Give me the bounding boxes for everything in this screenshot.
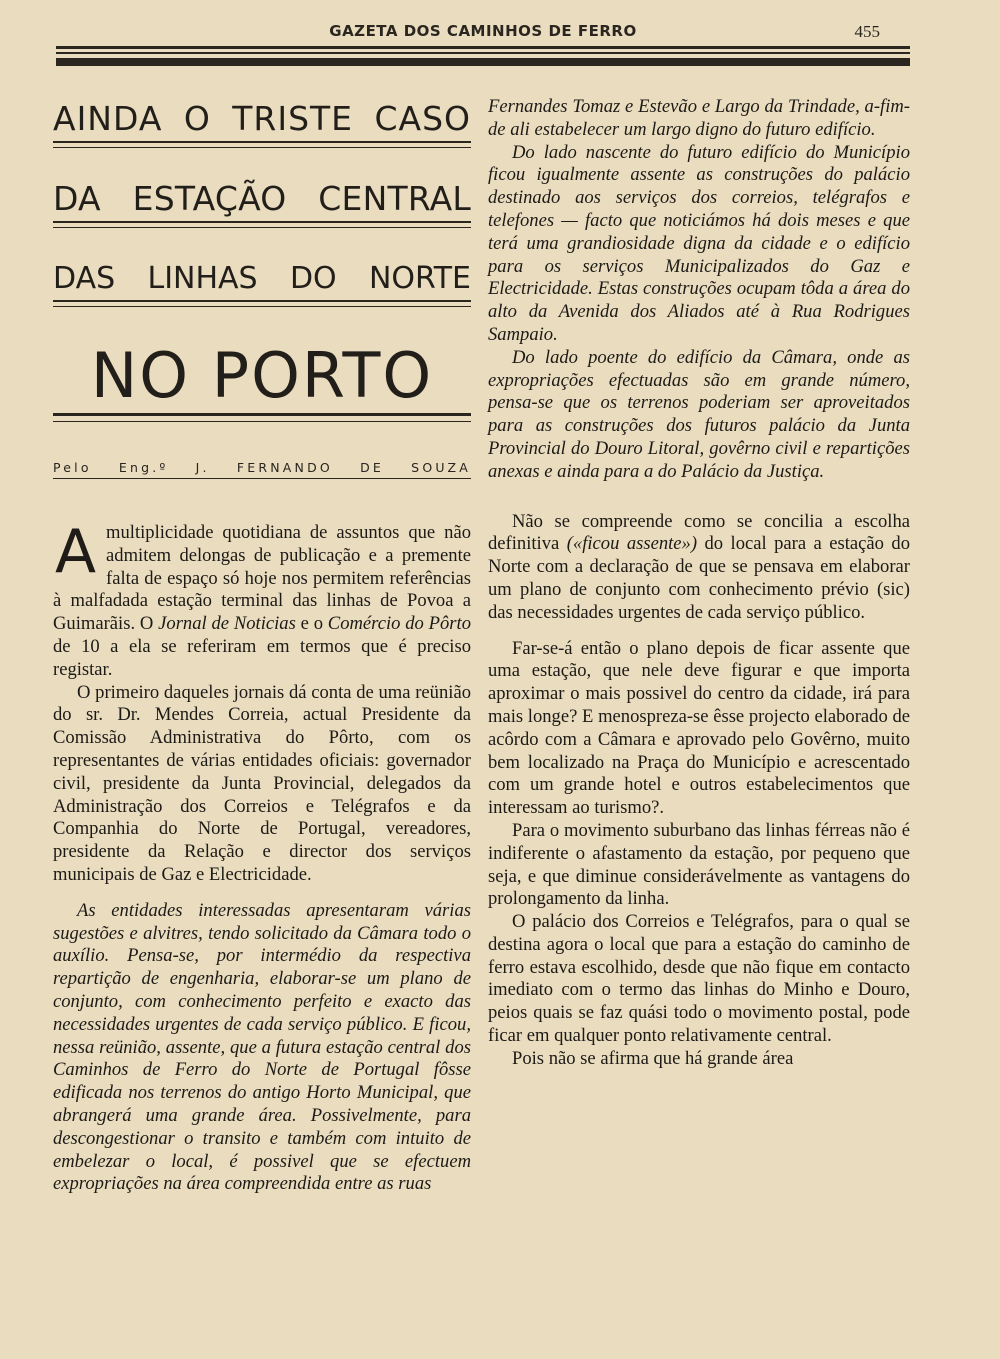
paragraph-r4-start: Não se compreende como se concilia a escolha definitiva (488, 510, 910, 555)
headline-line-1: AINDA O TRISTE CASO (53, 99, 471, 138)
headline-line-3: DAS LINHAS DO NORTE (53, 261, 471, 296)
right-column (488, 96, 910, 1071)
paragraph-r5: Far-se-á então o plano depois de ficar assente que uma estação, que nele deve figurar e que importa aproximar o mais possivel do centro da cidade, irá para mais longe? E menospreza-se êsse projecto elaborado de acôrdo com a Câmara e aprovado pelo Govêrno, muito bem localizado na Praça do Município e acrescentado com um grande hotel e outros estabelecimentos que interessam ao turismo?. (488, 637, 910, 819)
quoted-phrase: («ficou assente») (566, 533, 698, 555)
paragraph-r4 (488, 511, 910, 625)
drop-cap: A (55, 517, 97, 587)
left-body (53, 517, 471, 1196)
paragraph-1 (53, 517, 471, 682)
paragraph-r7: O palácio dos Correios e Telégrafos, para o qual se destina agora o local que para a estação do caminho de ferro estava escolhido, desde que não fique em contacto imediato com o termo das linhas do Minho e Douro, peios quais se faz quási todo o movimento postal, pode ficar em qualquer ponto relativamente central. (488, 911, 910, 1047)
paragraph-r3: Do lado poente do edifício da Câmara, onde as expropriações efectuadas são em grande número, pensa-se que os terrenos poderiam ser aproveitados para as construções dos futuros palácio da Junta Provincial do Douro Litoral, govêrno civil e repartições anexas e ainda para a do Palácio da Justiça. (488, 346, 910, 482)
header-rule (56, 58, 910, 66)
header-rule (56, 46, 910, 49)
headline-rule (53, 221, 471, 228)
page-header (56, 18, 910, 70)
journal-title: GAZETA DOS CAMINHOS DE FERRO (329, 22, 637, 40)
paragraph-3: As entidades interessadas apresentaram várias sugestões e alvitres, tendo solicitado da Câmara todo o auxílio. Pensa-se, por intermédio da respectiva repartição de engenharia, elaborar-se um plano de conjunto, com conhecimento perfeito e exacto das necessidades urgentes de cada serviço público. E ficou, nessa reünião, assente, que a futura estação central dos Caminhos de Ferro do Norte de Portugal fôsse edificada nos terrenos do antigo Horto Municipal, que abrangerá uma grande área. Possivelmente, para descongestionar o transito e também com intuito de embelezar o local, é possivel que se efectuem expropriações na área compreendida entre as ruas (53, 899, 471, 1195)
right-body (488, 96, 910, 1071)
byline: Pelo Eng.º J. FERNANDO DE SOUZA (53, 460, 471, 479)
paragraph-r1: Fernandes Tomaz e Estevão e Largo da Trindade, a-fim-de ali estabelecer um largo digno do futuro edifício. (488, 96, 910, 140)
journal-name-2: Comércio do Pôrto (327, 613, 471, 635)
headline-rule (53, 413, 471, 422)
header-rule (56, 52, 910, 54)
paragraph-1-end: de 10 a ela se referiram em termos que é preciso registar. (53, 635, 471, 680)
paragraph-r6: Para o movimento suburbano das linhas férreas não é indiferente o afastamento da estação, por pequeno que seja, e que diminue considerávelmente as vantagens do prolongamento da linha. (488, 819, 910, 910)
headline-rule (53, 141, 471, 148)
left-column (53, 96, 471, 1196)
journal-name-1: Jornal de Noticias (158, 613, 296, 635)
paragraph-2: O primeiro daqueles jornais dá conta de uma reünião do sr. Dr. Mendes Correia, actual Presidente da Comissão Administrativa do Pôrto, com os representantes de várias entidades oficiais: governador civil, presidente da Junta Provincial, delegados da Administração dos Correios e Telégrafos e da Companhia do Norte de Portugal, vereadores, presidente da Relação e director dos serviços municipais de Gaz e Electricidade. (53, 681, 471, 885)
headline-rule (53, 300, 471, 307)
paragraph-r8: Pois não se afirma que há grande área (512, 1047, 794, 1069)
paragraph-1-mid: e o (295, 613, 328, 635)
page-number: 455 (854, 22, 880, 41)
paragraph-r2: Do lado nascente do futuro edifício do Município ficou igualmente assente as construções do palácio destinado aos serviços dos correios, telégrafos e telefones — facto que noticiámos há dois meses e que terá uma grandiosidade digna da cidade e o edifício para os serviços Municipalizados do Gaz e Electricidade. Estas construções ocupam tôda a área do alto da Avenida dos Aliados até à Rua Rodrigues Sampaio. (488, 141, 910, 345)
paragraph-r4-end: do local para a estação do Norte com a declaração de que se pensava em elaborar um plano de conjunto com conhecimento prévio (sic) das necessidades urgentes de cada serviço público. (488, 533, 910, 623)
headline-line-4: NO PORTO (90, 339, 434, 412)
headline-line-2: DA ESTAÇÃO CENTRAL (53, 179, 471, 218)
paragraph-1-text: multiplicidade quotidiana de assuntos que não admitem delongas de publicação e a premente falta de espaço só hoje nos permitem referências à malfadada estação terminal das linhas de Povoa a Guimarãis. O (53, 522, 471, 635)
